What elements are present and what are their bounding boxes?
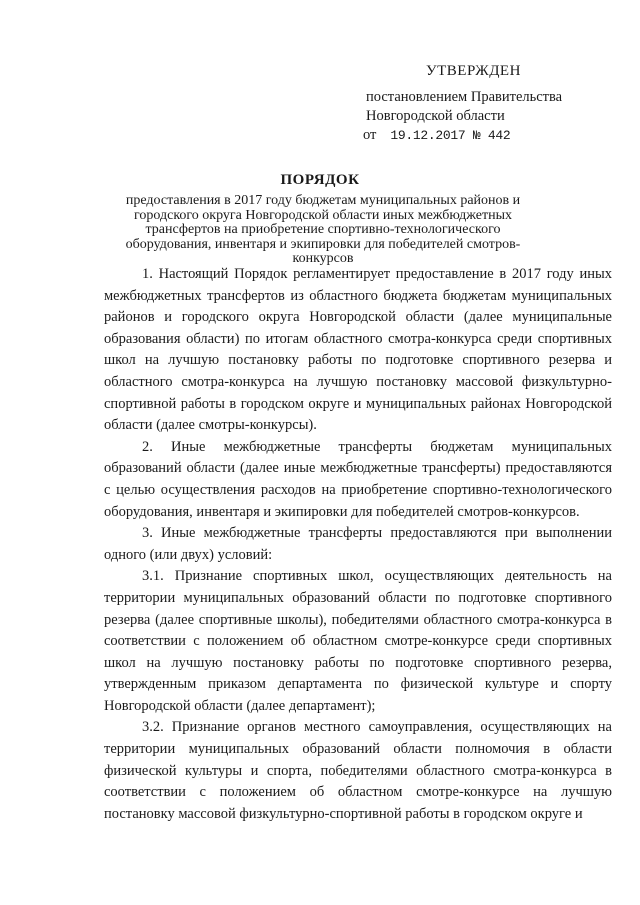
approval-line-2: Новгородской области <box>366 108 505 124</box>
paragraph-3-2: 3.2. Признание органов местного самоуправления, осуществляющих на территории муниципальных образований области полномочия в области физической культуры и спорта, победителями областного смотра-конкурса в соответствии с положением об областном смотре-конкурсе на лучшую постановку массовой физкультурно-спортивной работы в городском округе и <box>104 719 612 822</box>
approval-block <box>363 62 606 145</box>
paragraph-3-1: 3.1. Признание спортивных школ, осуществляющих деятельность на территории муниципальных образований области по подготовке спортивного резерва (далее спортивные школы), победителями областного смотра-конкурса в соответствии с положением об областном смотре-конкурсе среди спортивных школ на лучшую постановку работы по подготовке спортивного резерва, утвержденным приказом департамента по физической культуре и спорту Новгородской области (далее департамент); <box>104 568 612 714</box>
approval-heading: УТВЕРЖДЕН <box>426 63 521 79</box>
document-title: ПОРЯДОК <box>280 172 360 188</box>
date-prefix: от <box>363 127 377 143</box>
paragraph-1: 1. Настоящий Порядок регламентирует предоставление в 2017 году иных межбюджетных трансфертов из областного бюджета бюджетам муниципальных районов и городского округа Новгородской области (далее муниципальные образования области) по итогам областного смотра-конкурса среди спортивных школ на лучшую постановку работы по подготовке спортивного резерва и областного смотра-конкурса на лучшую постановку массовой физкультурно-спортивной работы в городском округе и муниципальных районах Новгородской области (далее смотры-конкурсы). <box>104 266 612 434</box>
date-number-stamp: 19.12.2017 № 442 <box>390 128 511 143</box>
document-subtitle: предоставления в 2017 году бюджетам муниципальных районов и городского округа Новгородской области иных межбюджетных трансфертов на приобретение спортивно-технологического оборудования, инвентаря и экипировки для победителей смотров-конкурсов <box>125 193 521 266</box>
paragraph-3: 3. Иные межбюджетные трансферты предоставляются при выполнении одного (или двух) условий: <box>104 525 612 563</box>
approval-line-1: постановлением Правительства <box>366 89 563 105</box>
document-body <box>104 264 612 825</box>
approval-date-line <box>363 126 606 145</box>
paragraph-2: 2. Иные межбюджетные трансферты бюджетам муниципальных образований области (далее иные межбюджетные трансферты) предоставляются с целью осуществления расходов на приобретение спортивно-технологического оборудования, инвентаря и экипировки для победителей смотров-конкурсов. <box>104 438 612 520</box>
